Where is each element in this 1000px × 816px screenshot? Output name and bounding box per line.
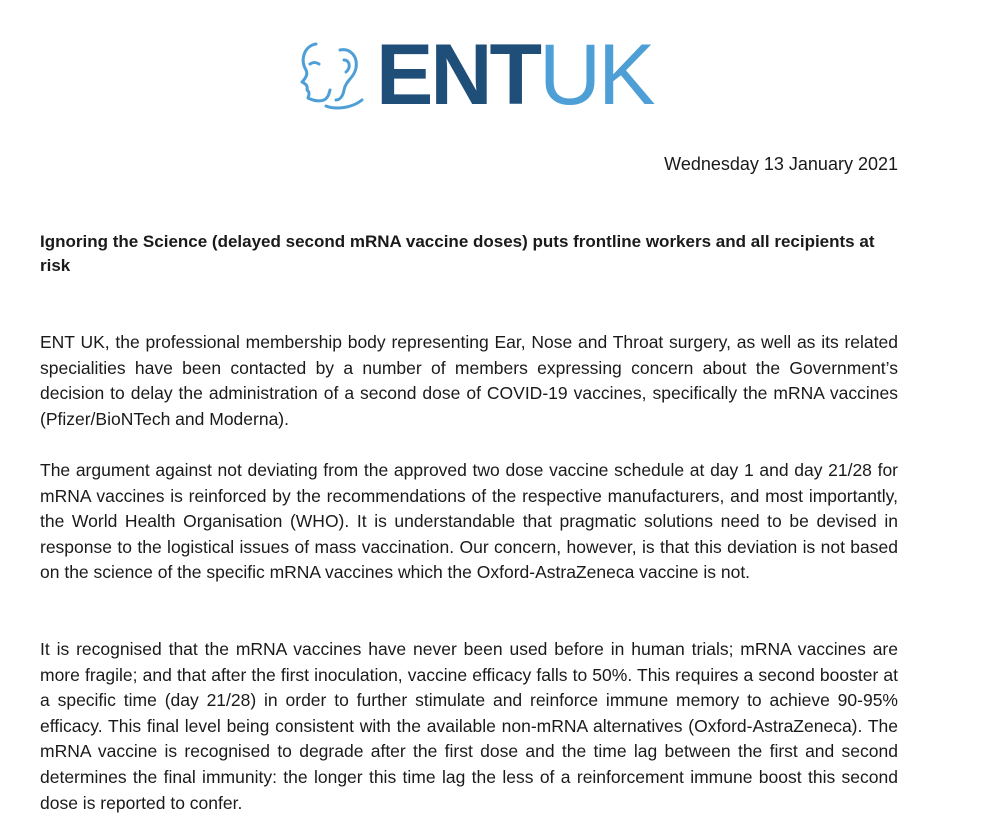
logo-uk: UK — [539, 27, 653, 123]
paragraph-3: It is recognised that the mRNA vaccines have never been used before in human trials; mRNA vaccines are more fragile; and that after the first inoculation, vaccine efficacy falls to 50%. This requires a second booster at a specific time (day 21/28) in order to further stimulate and reinforce immune memory to achieve 90-95% efficacy. This final level being consistent with the available non-mRNA alternatives (Oxford-AstraZeneca). The mRNA vaccine is recognised to degrade after the first dose and the time lag between the first and second determines the final immunity: the longer this time lag the less of a reinforcement immune boost this second dose is reported to confer. — [40, 639, 898, 813]
logo-ent: ENT — [376, 27, 539, 123]
document-heading: Ignoring the Science (delayed second mRNA vaccine doses) puts frontline workers and all recipients at risk — [40, 232, 875, 275]
ent-uk-logo — [296, 27, 653, 123]
face-profile-icon — [296, 36, 374, 112]
document-date: Wednesday 13 January 2021 — [664, 154, 898, 174]
logo-wordmark — [376, 27, 653, 123]
paragraph-2: The argument against not deviating from the approved two dose vaccine schedule at day 1 and day 21/28 for mRNA vaccines is reinforced by the recommendations of the respective manufacturers, and most importantly, the World Health Organisation (WHO). It is understandable that pragmatic solutions need to be devised in response to the logistical issues of mass vaccination. Our concern, however, is that this deviation is not based on the science of the specific mRNA vaccines which the Oxford-AstraZeneca vaccine is not. — [40, 460, 898, 583]
paragraph-1: ENT UK, the professional membership body representing Ear, Nose and Throat surgery, as well as its related specialities have been contacted by a number of members expressing concern about the Government’s decision to delay the administration of a second dose of COVID-19 vaccines, specifically the mRNA vaccines (Pfizer/BioNTech and Moderna). — [40, 332, 898, 429]
